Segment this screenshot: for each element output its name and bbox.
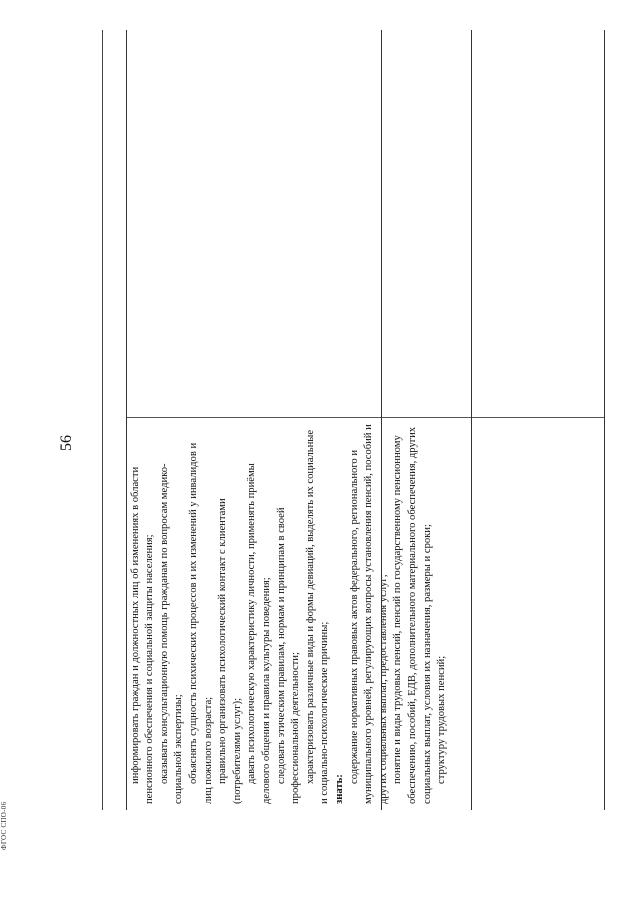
column-divider xyxy=(472,417,605,418)
column-divider xyxy=(127,417,381,418)
table-column-skills xyxy=(126,30,448,810)
skill-item: правильно организовать психологический контакт с клиентами (потребителями услуг); xyxy=(217,498,243,804)
skill-item: объяснять сущность психических процессов и их изменений у инвалидов и лиц пожилого возраста; xyxy=(188,442,214,804)
competency-table xyxy=(102,30,610,810)
footer-code: ФГОС СПО-06 xyxy=(0,801,8,850)
skill-item: следовать этическим правилам, нормам и принципам в своей профессиональной деятельности; xyxy=(275,507,302,804)
skill-item: давать психологическую характеристику личности, применять приёмы делового общения и правила культуры поведения; xyxy=(246,463,273,804)
skill-item: понятие и виды трудовых пенсий, пенсий по государственному пенсионному обеспечению, пособий, ЕДВ, дополнительного материального обеспечения, других социальных выплат, условия их назначения, размеры и сроки; xyxy=(392,426,433,804)
skill-item: структуру трудовых пенсий; xyxy=(436,655,448,784)
table-column-disciplines xyxy=(381,30,471,810)
page-number: 56 xyxy=(58,435,75,451)
skill-item: информировать граждан и должностных лиц об изменениях в области пенсионного обеспечения и социальной защиты населения; xyxy=(129,466,156,804)
section-heading: знать: xyxy=(334,774,346,804)
table-column-hours xyxy=(471,30,606,810)
table-column-index xyxy=(102,30,126,810)
column-divider xyxy=(382,417,471,418)
skill-item: содержание нормативных правовых актов федерального, регионального и муниципального уровней, регулирующих вопросы установления пенсий, пособий и других социальных выплат, предоставления услуг; xyxy=(348,424,389,804)
skill-item: характеризовать различные виды и формы девиаций, выделять их социальные и социально-психологические причины; xyxy=(304,429,331,804)
table-edge xyxy=(605,30,610,810)
skill-item: оказывать консультационную помощь гражданам по вопросам медико-социальной экспертизы; xyxy=(158,463,185,804)
rotated-page xyxy=(102,30,610,810)
